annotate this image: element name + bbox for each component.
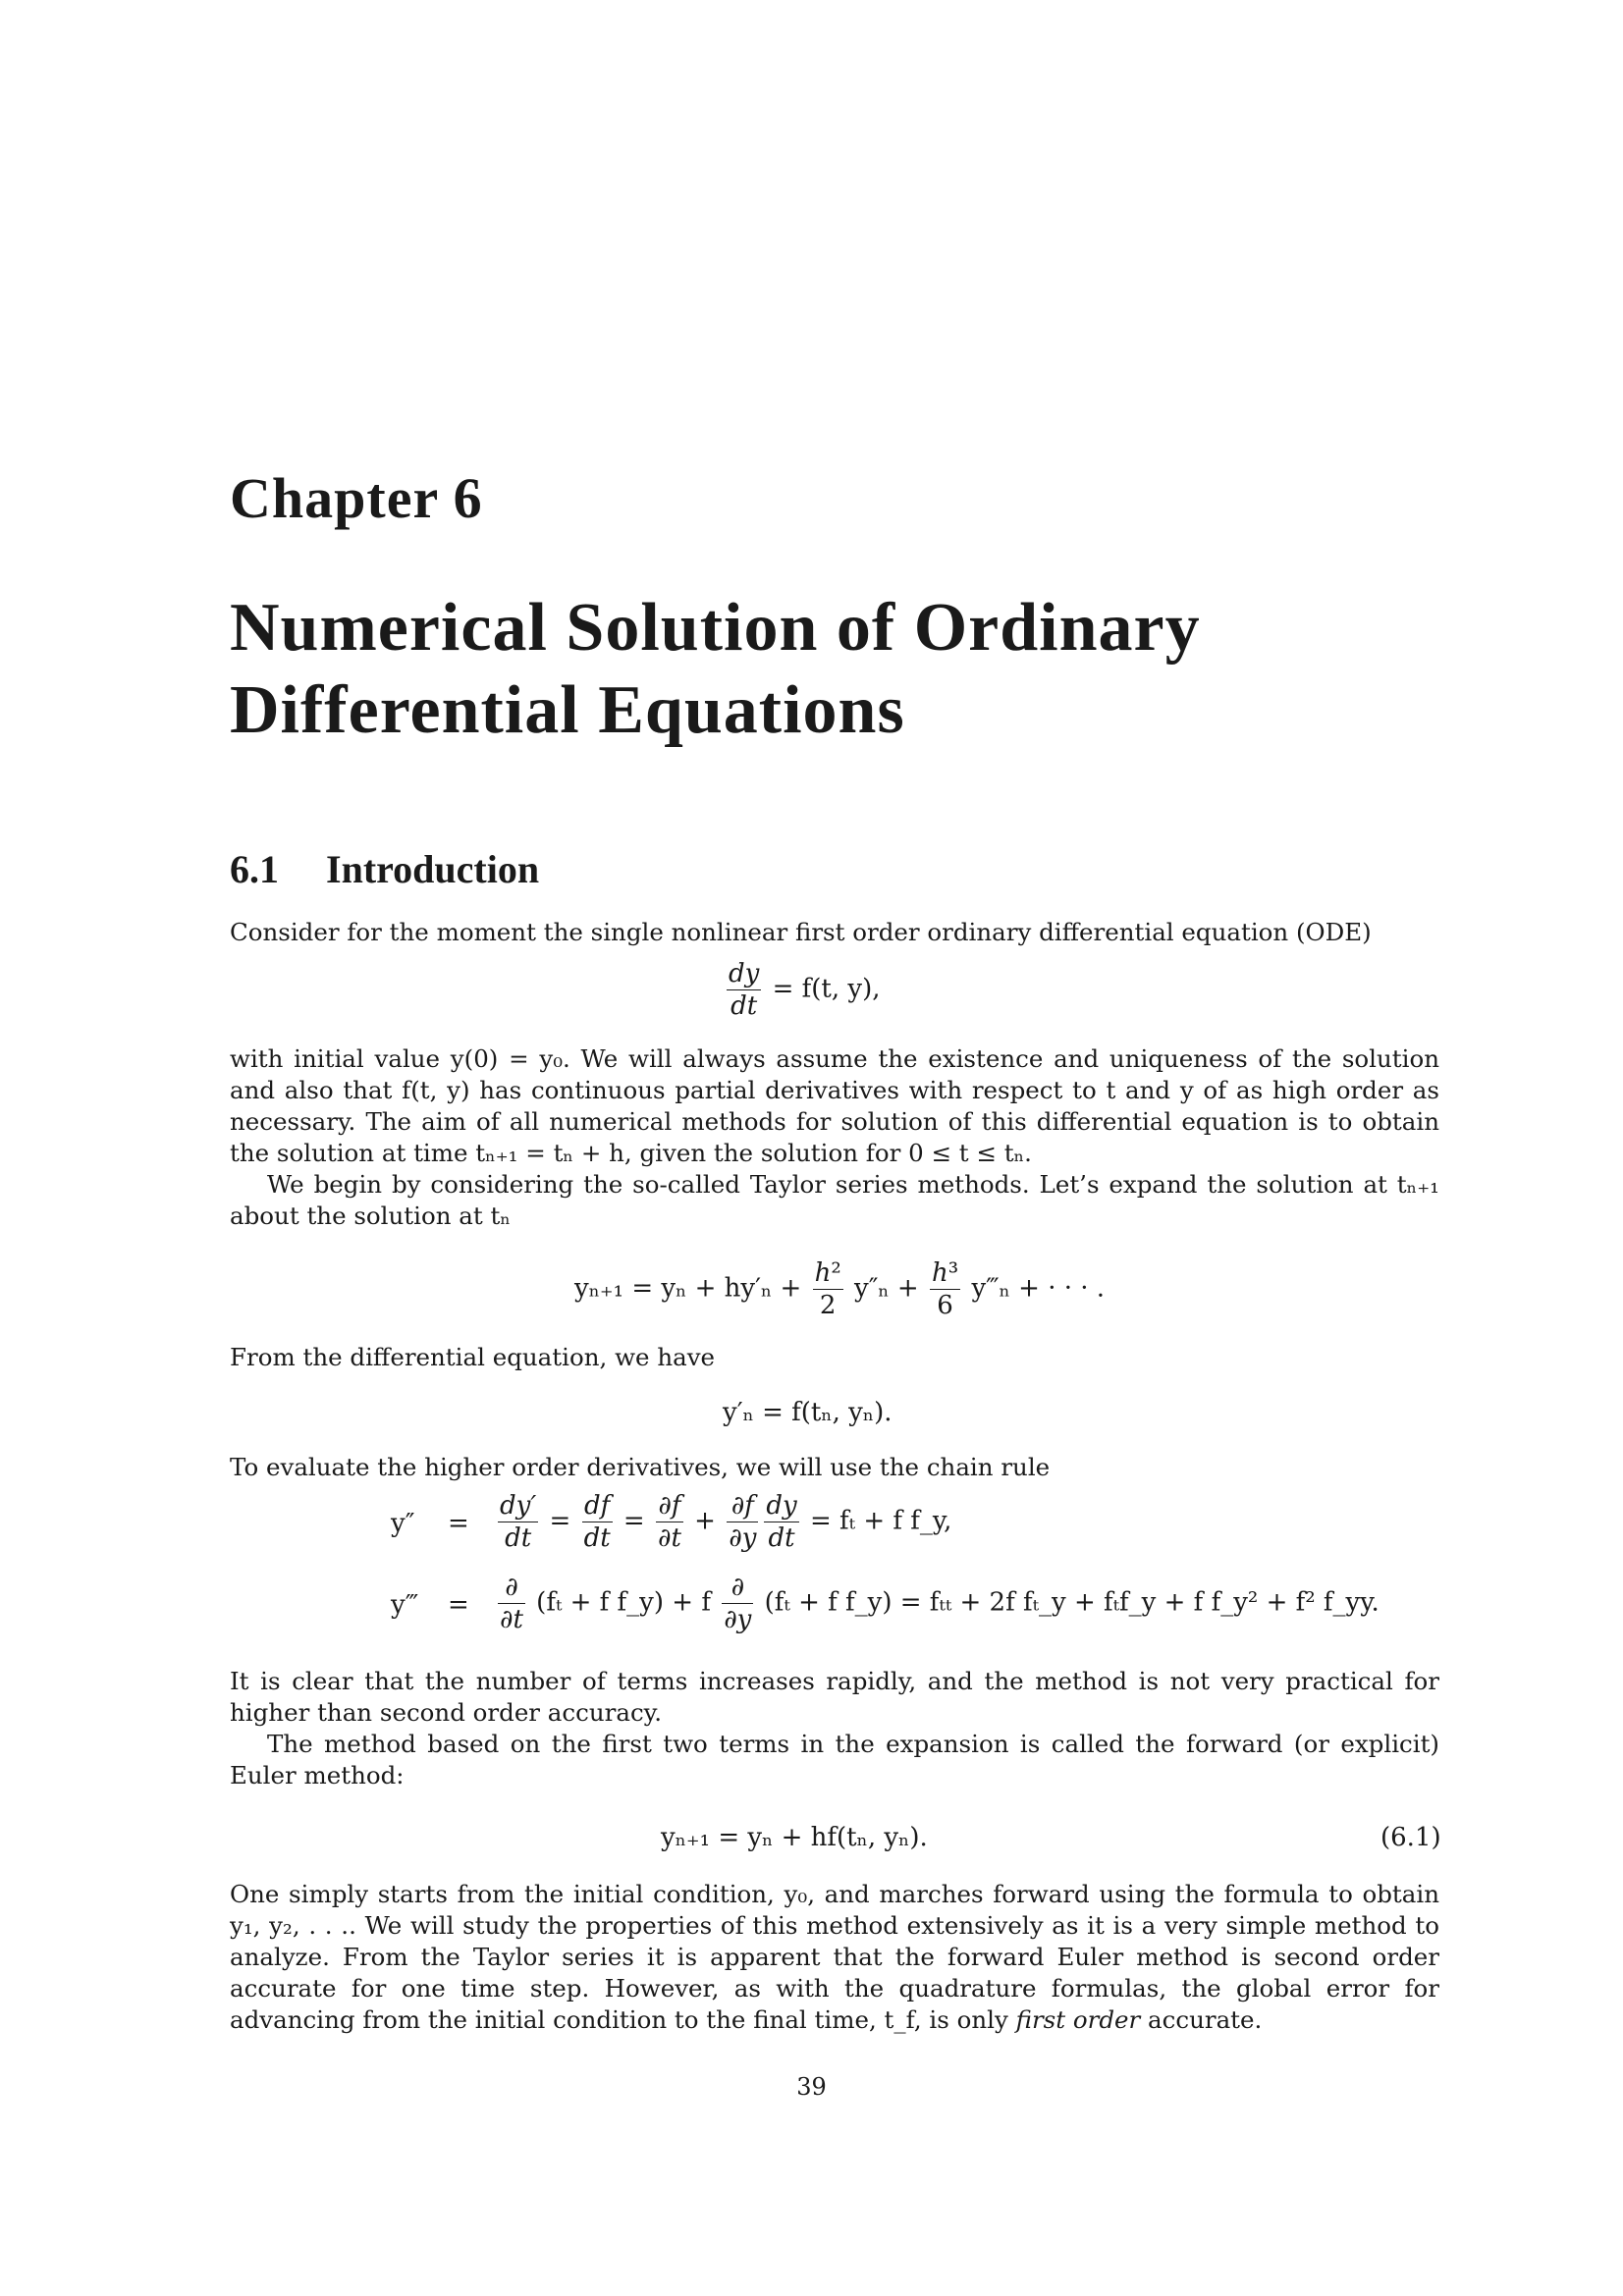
paragraph-2-text: with initial value y(0) = y₀. We will always assume the existence and uniqueness of the solution and also that f(t, y) has continuous partial derivatives with respect to t and y of as high order as necessary. The aim of all numerical methods for solution of this differential equation is to obtain the solution at time tₙ₊₁ = tₙ + h, given the solution for 0 ≤ t ≤ tₙ.	[230, 1044, 1439, 1167]
y3-end: (fₜ + f f_y) = fₜₜ + 2f fₜ_y + fₜf_y + f f_y² + f² f_yy.	[764, 1587, 1380, 1618]
fraction-partial-t: $\frac{\partial}{\partial t}$	[500, 1573, 523, 1634]
section-number: 6.1	[230, 847, 279, 891]
paragraph-8-emphasis: first order	[1015, 2005, 1141, 2034]
paragraph-8-part-a: One simply starts from the initial condition, y₀, and marches forward using the formula to obtain y₁, y₂, . . .. We will study the properties of this method extensively as it is a very simple method to analyze. From the Taylor series it is apparent that the forward Euler method is second order accurate for one time step. However, as with the quadrature formulas, the global error for advancing from the initial condition to the final time, t_f, is only	[230, 1880, 1439, 2034]
paragraph-1	[230, 917, 1439, 948]
paragraph-5	[230, 1452, 1439, 1483]
paragraph-5-text: To evaluate the higher order derivatives, we will use the chain rule	[230, 1453, 1051, 1481]
paragraph-4	[230, 1342, 1439, 1373]
ode-rhs: = f(t, y),	[772, 974, 881, 1004]
paragraph-2	[230, 1043, 1439, 1232]
chapter-title-line-1: Numerical Solution of Ordinary	[230, 590, 1201, 666]
page-number: 39	[796, 2073, 827, 2101]
y3-mid: (fₜ + f f_y) + f	[536, 1587, 711, 1618]
paragraph-8-part-b: accurate.	[1140, 2005, 1263, 2034]
fraction-dy-dt: $\frac{dy}{dt}$	[729, 959, 760, 1021]
paragraph-7-text: The method based on the first two terms in the expansion is called the forward (or explicit) Euler method:	[230, 1730, 1439, 1789]
taylor-end: y‴ₙ + · · · .	[971, 1273, 1106, 1304]
taylor-mid: y″ₙ +	[854, 1273, 919, 1304]
euler-equation: yₙ₊₁ = yₙ + hf(tₙ, yₙ).	[661, 1823, 928, 1852]
fraction-dy-dt-2: $\frac{dy}{dt}$	[766, 1491, 797, 1553]
fraction-df-dt: $\frac{df}{dt}$	[583, 1491, 611, 1553]
y3-rhs	[495, 1572, 1380, 1635]
y2-rhs: $\frac{dy'}{dt}$ = $\frac{df}{dt}$ = $\frac{\partial f}{\partial t}$ + $\frac{\partial f}{\partial y}$ $\frac{dy}{dt}$ = fₜ + f f_y,	[500, 1491, 952, 1553]
taylor-lhs: yₙ₊₁ = yₙ + hy′ₙ +	[574, 1273, 802, 1304]
fraction-partial-f-y: $\frac{\partial f}{\partial y}$	[729, 1491, 757, 1553]
section-title: Introduction	[326, 847, 540, 891]
fraction-h2-2: $\frac{\text{h²}}{2}$	[814, 1258, 841, 1320]
paragraph-1-text: Consider for the moment the single nonlinear first order ordinary differential equation (ODE)	[230, 918, 1372, 946]
chapter-title-line-2: Differential Equations	[230, 672, 905, 748]
fraction-h3-6: $\frac{\text{h³}}{6}$	[931, 1258, 959, 1320]
paragraph-8	[230, 1879, 1439, 2036]
y2-end: = fₜ + f f_y,	[810, 1506, 952, 1536]
paragraph-6	[230, 1666, 1439, 1791]
fraction-dyprime-dt: $\frac{dy'}{dt}$	[500, 1491, 537, 1553]
ode-equation	[724, 958, 881, 1022]
chapter-title	[230, 587, 1408, 752]
fraction-partial-f-t: $\frac{\partial f}{\partial t}$	[658, 1491, 681, 1553]
section-heading	[230, 846, 539, 892]
y3-equals: =	[448, 1590, 469, 1620]
equation-number: (6.1)	[1380, 1823, 1441, 1852]
chapter-label: Chapter 6	[230, 466, 483, 530]
paragraph-4-text: From the differential equation, we have	[230, 1343, 716, 1371]
y2-equals: =	[448, 1509, 469, 1538]
paragraph-8-text	[230, 1879, 1439, 2036]
derivative-equation: y′ₙ = f(tₙ, yₙ).	[723, 1398, 893, 1427]
paragraph-3-text: We begin by considering the so-called Taylor series methods. Let’s expand the solution at tₙ₊₁ about the solution at tₙ	[230, 1170, 1439, 1230]
fraction-partial-y: $\frac{\partial}{\partial y}$	[724, 1573, 752, 1634]
y3-lhs: y‴	[391, 1590, 419, 1620]
paragraph-6-text: It is clear that the number of terms increases rapidly, and the method is not very practical for higher than second order accuracy.	[230, 1667, 1439, 1727]
taylor-equation	[574, 1257, 1105, 1321]
y2-lhs: y″	[391, 1509, 415, 1538]
